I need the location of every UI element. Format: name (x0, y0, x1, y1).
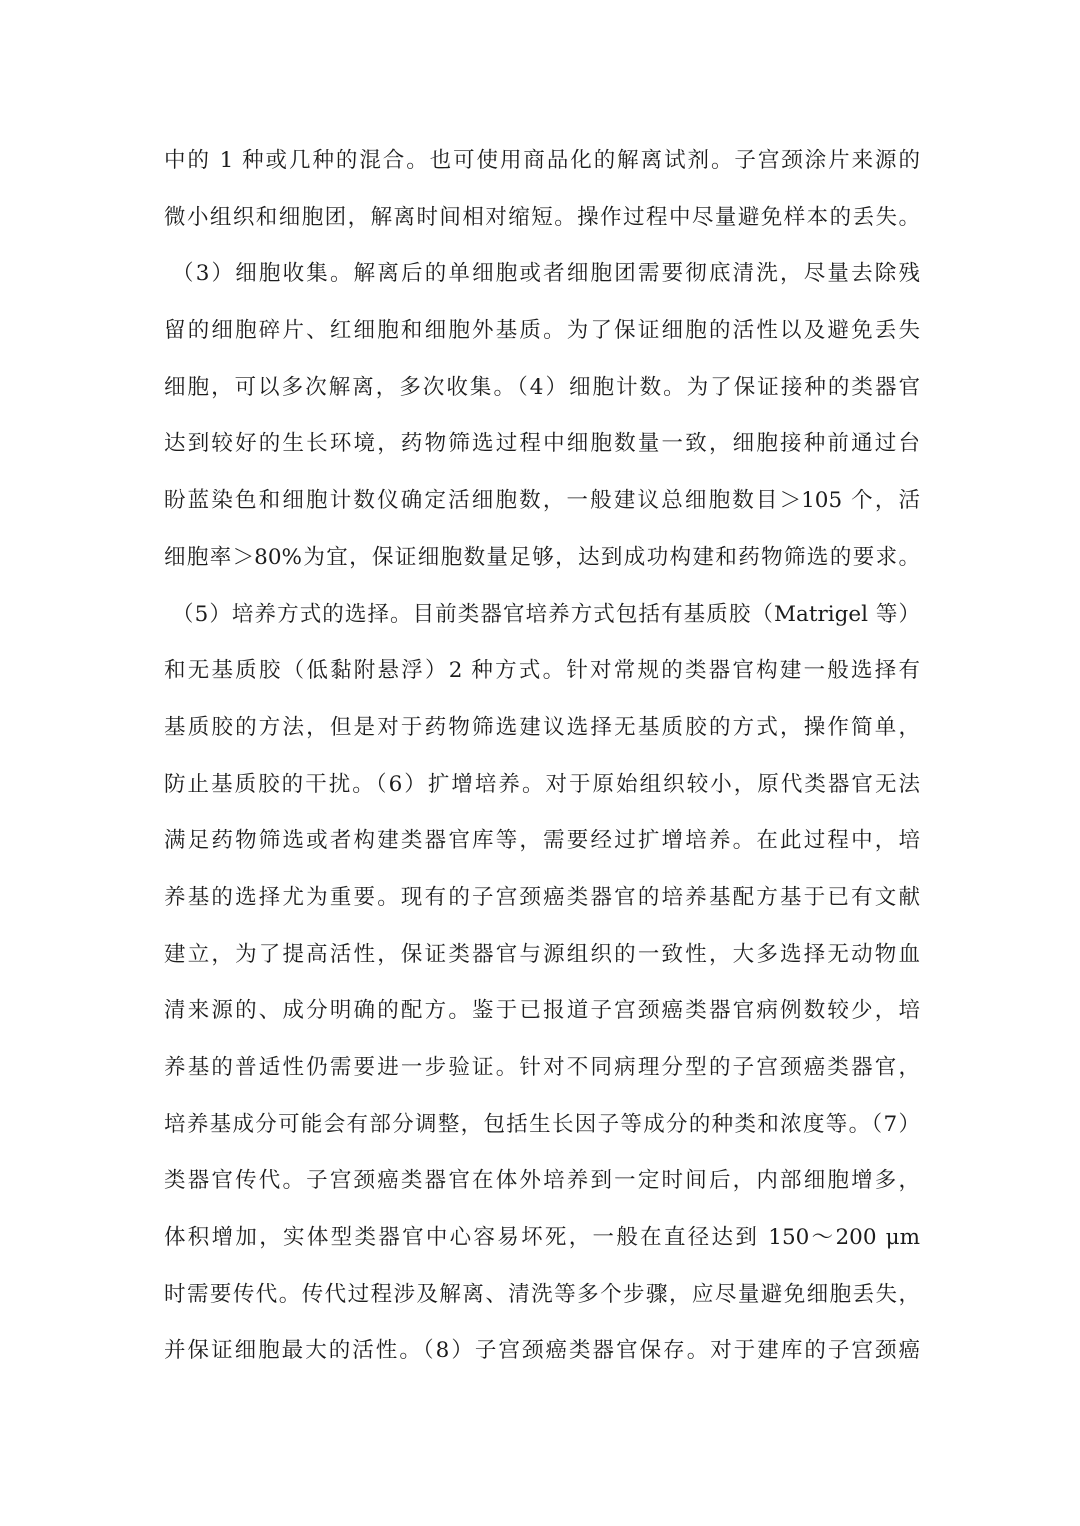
text-line: 体积增加，实体型类器官中心容易坏死，一般在直径达到 150～200 μm (164, 1225, 920, 1251)
text-line: 基质胶的方法，但是对于药物筛选建议选择无基质胶的方式，操作简单， (164, 714, 920, 740)
text-line: 类器官传代。子宫颈癌类器官在体外培养到一定时间后，内部细胞增多， (164, 1168, 920, 1194)
text-line: 和无基质胶（低黏附悬浮）2 种方式。针对常规的类器官构建一般选择有 (164, 658, 920, 684)
text-line: 养基的选择尤为重要。现有的子宫颈癌类器官的培养基配方基于已有文献 (164, 884, 920, 910)
text-line: 微小组织和细胞团，解离时间相对缩短。操作过程中尽量避免样本的丢失。 (164, 204, 920, 230)
text-line: 盼蓝染色和细胞计数仪确定活细胞数，一般建议总细胞数目＞105 个，活 (164, 488, 920, 514)
text-line: 中的 1 种或几种的混合。也可使用商品化的解离试剂。子宫颈涂片来源的 (164, 148, 920, 173)
text-line: 达到较好的生长环境，药物筛选过程中细胞数量一致，细胞接种前通过台 (164, 431, 920, 457)
text-line: 清来源的、成分明确的配方。鉴于已报道子宫颈癌类器官病例数较少，培 (164, 998, 920, 1024)
text-line: 建立，为了提高活性，保证类器官与源组织的一致性，大多选择无动物血 (164, 941, 920, 967)
text-line: 留的细胞碎片、红细胞和细胞外基质。为了保证细胞的活性以及避免丢失 (164, 318, 920, 344)
text-line: （3）细胞收集。解离后的单细胞或者细胞团需要彻底清洗，尽量去除残 (172, 261, 920, 287)
text-line: 细胞，可以多次解离，多次收集。（4）细胞计数。为了保证接种的类器官 (164, 374, 920, 400)
text-line: 满足药物筛选或者构建类器官库等，需要经过扩增培养。在此过程中，培 (164, 828, 920, 854)
text-line: 养基的普适性仍需要进一步验证。针对不同病理分型的子宫颈癌类器官， (164, 1055, 920, 1080)
text-line: 时需要传代。传代过程涉及解离、清洗等多个步骤，应尽量避免细胞丢失， (164, 1281, 920, 1307)
body-text (164, 137, 920, 1384)
text-line: 细胞率＞80%为宜，保证细胞数量足够，达到成功构建和药物筛选的要求。 (164, 544, 920, 570)
text-line: 防止基质胶的干扰。（6）扩增培养。对于原始组织较小，原代类器官无法 (164, 771, 920, 797)
text-line: （5）培养方式的选择。目前类器官培养方式包括有基质胶（Matrigel 等） (172, 601, 920, 627)
text-line: 培养基成分可能会有部分调整，包括生长因子等成分的种类和浓度等。（7） (164, 1111, 920, 1137)
text-line: 并保证细胞最大的活性。（8）子宫颈癌类器官保存。对于建库的子宫颈癌 (164, 1338, 920, 1364)
